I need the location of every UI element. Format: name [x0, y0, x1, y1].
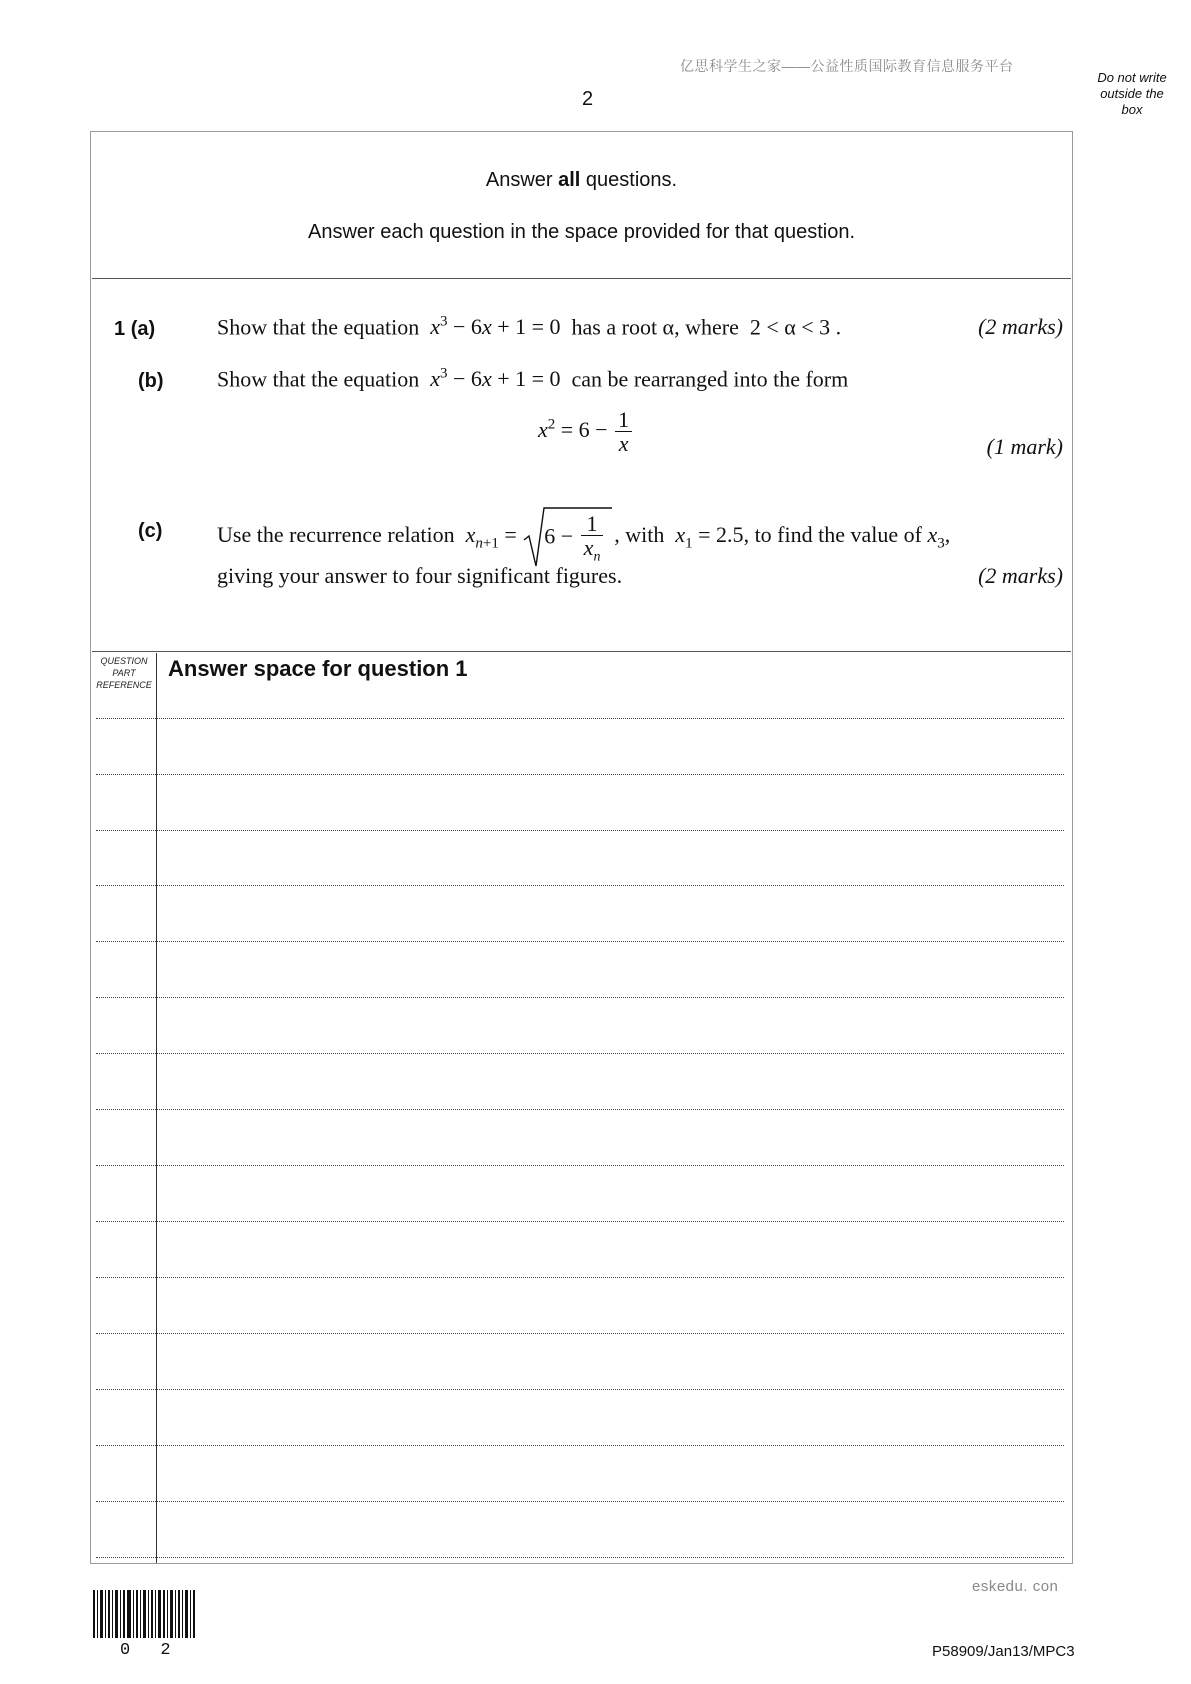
equation: $x^3 - 6x + 1 = 0$ — [430, 314, 561, 340]
footer-site: eskedu. con — [972, 1578, 1059, 1595]
answer-line[interactable] — [96, 1389, 1064, 1390]
answer-line[interactable] — [96, 885, 1064, 886]
barcode-icon — [93, 1590, 195, 1638]
margin-note-line: box — [1121, 102, 1143, 117]
answer-line[interactable] — [96, 941, 1064, 942]
square-root: 6 − $\frac{1}{x_n}$ — [522, 504, 614, 570]
reference-column-divider — [156, 653, 157, 1563]
part-label-b: (b) — [138, 370, 164, 392]
answer-line[interactable] — [96, 1445, 1064, 1446]
answer-line[interactable] — [96, 1109, 1064, 1110]
answer-line[interactable] — [96, 1165, 1064, 1166]
answer-line[interactable] — [96, 1333, 1064, 1334]
equation: $x^3 - 6x + 1 = 0$ — [430, 366, 561, 392]
answer-line[interactable] — [96, 1557, 1064, 1558]
question-panel — [92, 280, 1071, 652]
question-1c-line2: giving your answer to four significant figures. — [217, 563, 623, 588]
instruction-emphasis: all — [558, 169, 581, 191]
answer-line[interactable] — [96, 1221, 1064, 1222]
paper-code: P58909/Jan13/MPC3 — [932, 1643, 1075, 1660]
instruction-line-1: Answer all questions. — [485, 169, 678, 191]
marks-1b: (1 mark) — [986, 434, 1063, 459]
part-label-c: (c) — [138, 520, 163, 542]
question-number: 1 (a) — [114, 318, 156, 340]
answer-line[interactable] — [96, 1277, 1064, 1278]
marks-1a: (2 marks) — [978, 314, 1063, 339]
condition: 2 < α < 3 . — [749, 314, 842, 340]
margin-note-line: Do not write — [1097, 70, 1167, 85]
answer-line[interactable] — [96, 718, 1064, 719]
instruction-line-2: Answer each question in the space provided for that question. — [307, 221, 855, 243]
barcode-number: 0 2 — [120, 1641, 181, 1660]
watermark-text: 亿思科学生之家——公益性质国际教育信息服务平台 — [680, 58, 1014, 74]
answer-line[interactable] — [96, 830, 1064, 831]
question-1a-text: Show that the equation $x^3 - 6x + 1 = 0$ has a root α, where 2 < α < 3 . — [217, 314, 842, 340]
margin-note-line: outside the — [1100, 86, 1164, 101]
question-part-reference-label: QUESTION PART REFERENCE — [96, 656, 152, 690]
question-1c-text: Use the recurrence relation $x_{n+1}$ = 6 − $\frac{1}{x_n}$ , with $x_1 = 2.5$, to find the value of $x_3$, — [217, 504, 950, 570]
answer-line[interactable] — [96, 1053, 1064, 1054]
answer-space-title: Answer space for question 1 — [168, 656, 468, 681]
answer-line[interactable] — [96, 997, 1064, 998]
marks-1c: (2 marks) — [978, 563, 1063, 588]
question-1b-text: Show that the equation $x^3 - 6x + 1 = 0$ can be rearranged into the form — [217, 366, 849, 392]
fraction: $\frac{1}{x}$ — [615, 408, 632, 455]
page-number: 2 — [582, 88, 594, 110]
answer-line[interactable] — [96, 774, 1064, 775]
answer-line[interactable] — [96, 1501, 1064, 1502]
rearranged-form: $x^2 = 6$ − $\frac{1}{x}$ — [538, 408, 634, 455]
margin-note — [1082, 70, 1182, 118]
instructions-panel — [92, 131, 1071, 279]
